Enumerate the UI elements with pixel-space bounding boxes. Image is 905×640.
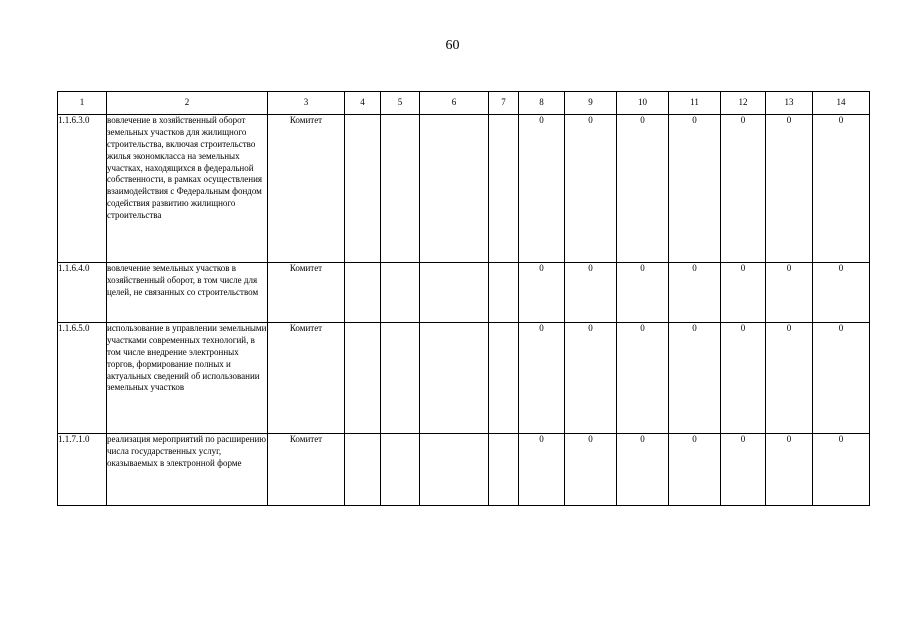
header-cell: 14 <box>813 92 870 115</box>
value-cell: 0 <box>669 434 721 506</box>
header-cell: 11 <box>669 92 721 115</box>
value-cell: 0 <box>669 263 721 323</box>
header-cell: 1 <box>58 92 107 115</box>
row-description: вовлечение земельных участков в хозяйственный оборот, в том числе для целей, не связанных со строительством <box>107 263 268 323</box>
value-cell: 0 <box>766 434 813 506</box>
value-cell: 0 <box>813 115 870 263</box>
value-cell: 0 <box>617 263 669 323</box>
value-cell: 0 <box>565 434 617 506</box>
value-cell: 0 <box>519 263 565 323</box>
table-row <box>58 434 870 506</box>
empty-cell <box>489 323 519 434</box>
row-code: 1.1.6.4.0 <box>58 263 107 323</box>
row-executor: Комитет <box>268 434 345 506</box>
row-description: использование в управлении земельными участками современных технологий, в том числе внедрение электронных торгов, формирование полных и актуальных сведений об использовании земельных участков <box>107 323 268 434</box>
value-cell: 0 <box>766 323 813 434</box>
empty-cell <box>381 115 420 263</box>
empty-cell <box>345 263 381 323</box>
header-cell: 10 <box>617 92 669 115</box>
header-cell: 3 <box>268 92 345 115</box>
report-table <box>57 91 870 506</box>
row-code: 1.1.6.5.0 <box>58 323 107 434</box>
page-number: 60 <box>445 38 460 53</box>
empty-cell <box>420 434 489 506</box>
value-cell: 0 <box>813 263 870 323</box>
header-cell: 2 <box>107 92 268 115</box>
empty-cell <box>420 323 489 434</box>
value-cell: 0 <box>565 115 617 263</box>
value-cell: 0 <box>721 115 766 263</box>
header-cell: 4 <box>345 92 381 115</box>
value-cell: 0 <box>813 323 870 434</box>
empty-cell <box>420 263 489 323</box>
empty-cell <box>489 263 519 323</box>
value-cell: 0 <box>721 263 766 323</box>
value-cell: 0 <box>617 434 669 506</box>
empty-cell <box>381 323 420 434</box>
header-cell: 12 <box>721 92 766 115</box>
row-code: 1.1.6.3.0 <box>58 115 107 263</box>
table-row <box>58 115 870 263</box>
empty-cell <box>345 323 381 434</box>
header-cell: 7 <box>489 92 519 115</box>
table-row <box>58 263 870 323</box>
value-cell: 0 <box>617 115 669 263</box>
row-description: реализация мероприятий по расширению числа государственных услуг, оказываемых в электронной форме <box>107 434 268 506</box>
value-cell: 0 <box>721 323 766 434</box>
header-cell: 9 <box>565 92 617 115</box>
value-cell: 0 <box>669 323 721 434</box>
value-cell: 0 <box>766 263 813 323</box>
header-row <box>58 92 870 115</box>
empty-cell <box>489 434 519 506</box>
value-cell: 0 <box>519 323 565 434</box>
row-executor: Комитет <box>268 323 345 434</box>
value-cell: 0 <box>519 434 565 506</box>
value-cell: 0 <box>813 434 870 506</box>
header-cell: 13 <box>766 92 813 115</box>
value-cell: 0 <box>565 323 617 434</box>
row-executor: Комитет <box>268 115 345 263</box>
empty-cell <box>489 115 519 263</box>
header-cell: 8 <box>519 92 565 115</box>
header-cell: 5 <box>381 92 420 115</box>
value-cell: 0 <box>519 115 565 263</box>
header-cell: 6 <box>420 92 489 115</box>
value-cell: 0 <box>669 115 721 263</box>
empty-cell <box>345 115 381 263</box>
empty-cell <box>345 434 381 506</box>
value-cell: 0 <box>721 434 766 506</box>
empty-cell <box>381 263 420 323</box>
value-cell: 0 <box>617 323 669 434</box>
row-executor: Комитет <box>268 263 345 323</box>
empty-cell <box>420 115 489 263</box>
value-cell: 0 <box>766 115 813 263</box>
row-description: вовлечение в хозяйственный оборот земельных участков для жилищного строительства, включая строительство жилья экономкласса на земельных участках, находящихся в федеральной собственности, в рамках осуществления взаимодействия с Федеральным фондом содействия развитию жилищного строительства <box>107 115 268 263</box>
empty-cell <box>381 434 420 506</box>
row-code: 1.1.7.1.0 <box>58 434 107 506</box>
value-cell: 0 <box>565 263 617 323</box>
table-row <box>58 323 870 434</box>
